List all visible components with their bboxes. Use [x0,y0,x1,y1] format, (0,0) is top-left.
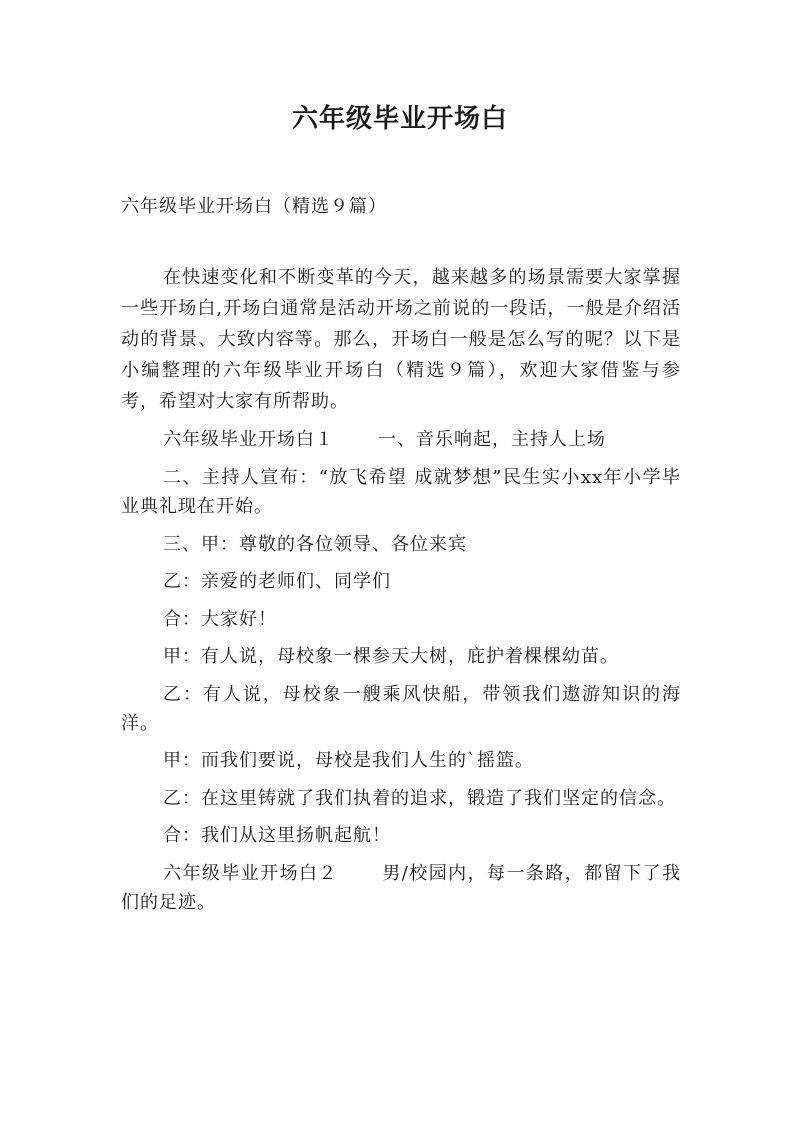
document-title: 六年级毕业开场白 [291,104,508,134]
section-1-paragraph [121,425,681,454]
body-line: 三、甲：尊敬的各位领导、各位来宾 [163,533,467,555]
intro-paragraph: 在快速变化和不断变革的今天，越来越多的场景需要大家掌握一些开场白,开场白通常是活动开场之前说的一段话，一般是介绍活动的背景、大致内容等。那么，开场白一般是怎么写的呢？以下是小编整理的六年级毕业开场白（精选９篇），欢迎大家借鉴与参考，希望对大家有所帮助。 [121,267,681,412]
body-line: 乙：在这里铸就了我们执着的追求，锻造了我们坚定的信念。 [163,787,676,809]
body-line: 甲：有人说，母校象一棵参天大树，庇护着棵棵幼苗。 [163,646,619,667]
body-line: 乙：有人说，母校象一艘乘风快船，带领我们遨游知识的海洋。 [121,683,681,734]
section-2-first-line: 男/校园内，每一条路，都留下了我们的足迹。 [121,862,681,913]
section-2-paragraph [121,859,681,917]
document-subtitle: 六年级毕业开场白（精选９篇） [121,196,387,217]
document-body [121,262,681,925]
section-2-heading: 六年级毕业开场白２ [163,862,338,884]
section-1-heading: 六年级毕业开场白１ [163,429,334,451]
body-line: 合：我们从这里扬帆起航！ [163,825,391,847]
body-line: 乙：亲爱的老师们、同学们 [163,571,391,592]
body-line: 甲：而我们要说，母校是我们人生的`摇篮。 [163,750,534,772]
section-1-first-line: 一、音乐响起，主持人上场 [378,429,606,451]
body-line: 二、主持人宣布：“放飞希望 成就梦想”民生实小xx年小学毕业典礼现在开始。 [121,466,681,517]
body-line: 合：大家好！ [163,608,277,630]
